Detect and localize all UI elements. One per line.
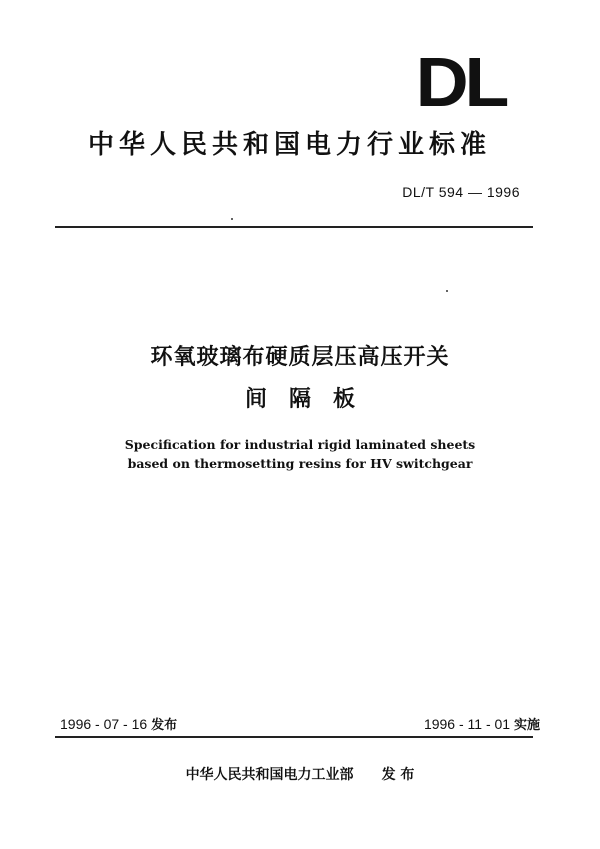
issue-date-block (60, 714, 177, 733)
bottom-divider (55, 736, 533, 738)
issue-label: 发布 (151, 718, 178, 733)
issue-date: 1996 - 07 - 16 (60, 716, 148, 732)
implement-date-block (380, 714, 540, 733)
standard-number: DL/T 594 — 1996 (402, 184, 520, 200)
top-divider (55, 226, 533, 228)
document-title-zh-line2: 间隔板 (244, 387, 377, 412)
issuer-action: 发 布 (381, 767, 415, 783)
implement-label: 实施 (513, 718, 540, 733)
document-title-en-line2: based on thermosetting resins for HV switchgear (127, 456, 473, 471)
issuer-line (0, 764, 600, 784)
document-title-zh-line1: 环氧玻璃布硬质层压高压开关 (150, 345, 450, 370)
speck-mark (231, 218, 233, 220)
standard-title: 中华人民共和国电力行业标准 (88, 130, 492, 160)
issuer-name: 中华人民共和国电力工业部 (185, 767, 354, 783)
implement-date: 1996 - 11 - 01 (423, 716, 511, 732)
document-title-en-line1: Specification for industrial rigid laminated sheets (124, 437, 476, 452)
dl-logo: DL (415, 43, 506, 121)
speck-mark (446, 290, 448, 292)
